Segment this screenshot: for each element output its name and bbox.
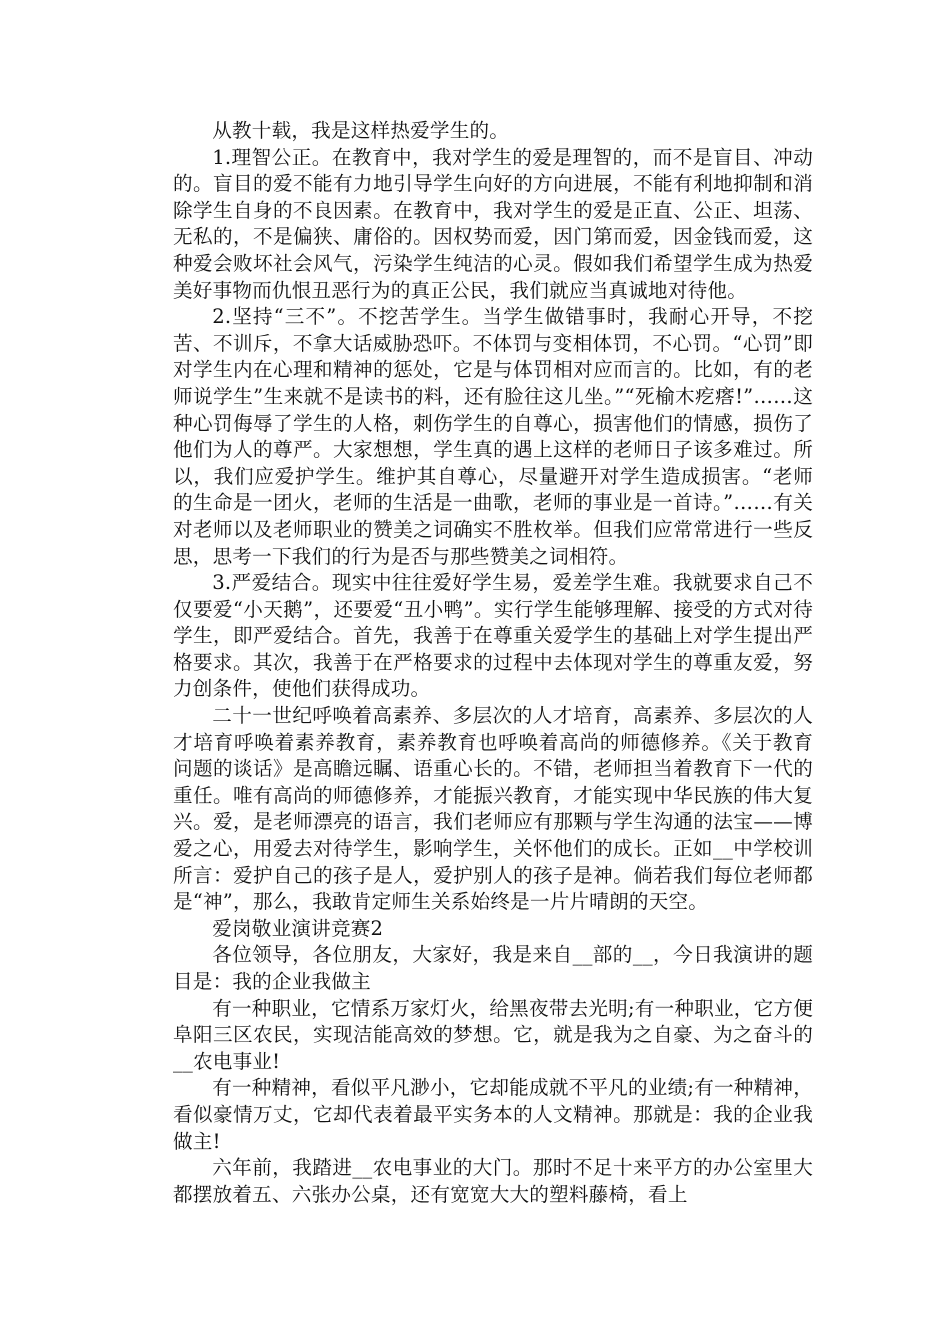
paragraph-greeting: 各位领导，各位朋友，大家好，我是来自__部的__，今日我演讲的题目是：我的企业我做主 [173,943,813,993]
document-body [173,118,813,1208]
section-title: 爱岗敬业演讲竞赛2 [212,916,384,940]
paragraph-profession: 有一种职业，它情系万家灯火，给黑夜带去光明;有一种职业，它方便阜阳三区农民，实现洁能高效的梦想。它，就是我为之自豪、为之奋斗的__农电事业! [173,996,813,1073]
paragraph-spirit: 有一种精神，看似平凡渺小，它却能成就不平凡的业绩;有一种精神，看似豪情万丈，它却代表着最平实务本的人文精神。那就是：我的企业我做主! [173,1076,813,1153]
paragraph-conclusion: 二十一世纪呼唤着高素养、多层次的人才培育，高素养、多层次的人才培育呼唤着素养教育，素养教育也呼唤着高尚的师德修养。《关于教育问题的谈话》是高瞻远瞩、语重心长的。不错，老师担当着教育下一代的重任。唯有高尚的师德修养，才能振兴教育，才能实现中华民族的伟大复兴。爱，是老师漂亮的语言，我们老师应有那颗与学生沟通的法宝——博爱之心，用爱去对待学生，影响学生，关怀他们的成长。正如__中学校训所言：爱护自己的孩子是人，爱护别人的孩子是神。倘若我们每位老师都是“神”，那么，我敢肯定师生关系始终是一片片晴朗的天空。 [173,704,813,914]
paragraph-point-3: 3.严爱结合。现实中往往爱好学生易，爱差学生难。我就要求自己不仅要爱“小天鹅”，还要爱“丑小鸭”。实行学生能够理解、接受的方式对待学生，即严爱结合。首先，我善于在尊重关爱学生的基础上对学生提出严格要求。其次，我善于在严格要求的过程中去体现对学生的尊重友爱，努力创条件，使他们获得成功。 [173,571,813,701]
paragraph-intro: 从教十载，我是这样热爱学生的。 [212,119,510,142]
paragraph-six-years-ago: 六年前，我踏进__农电事业的大门。那时不足十来平方的办公室里大都摆放着五、六张办公桌，还有宽宽大大的塑料藤椅，看上 [173,1156,813,1206]
paragraph-point-1: 1.理智公正。在教育中，我对学生的爱是理智的，而不是盲目、冲动的。盲目的爱不能有力地引导学生向好的方向进展，不能有利地抑制和消除学生自身的不良因素。在教育中，我对学生的爱是正直、公正、坦荡、无私的，不是偏狭、庸俗的。因权势而爱，因门第而爱，因金钱而爱，这种爱会败坏社会风气，污染学生纯洁的心灵。假如我们希望学生成为热爱美好事物而仇恨丑恶行为的真正公民，我们就应当真诚地对待他。 [173,145,813,302]
paragraph-point-2: 2.坚持“三不”。不挖苦学生。当学生做错事时，我耐心开导，不挖苦、不训斥，不拿大话威胁恐吓。不体罚与变相体罚，不心罚。“心罚”即对学生内在心理和精神的惩处，它是与体罚相对应而言的。比如，有的老师说学生”生来就不是读书的料，还有脸往这儿坐。”“死榆木疙瘩!”……这种心罚侮辱了学生的人格，刺伤学生的自尊心，损害他们的情感，损伤了他们为人的尊严。大家想想，学生真的遇上这样的老师日子该多难过。所以，我们应爱护学生。维护其自尊心，尽量避开对学生造成损害。“老师的生命是一团火，老师的生活是一曲歌，老师的事业是一首诗。”……有关对老师以及老师职业的赞美之词确实不胜枚举。但我们应常常进行一些反思，思考一下我们的行为是否与那些赞美之词相符。 [173,305,813,568]
